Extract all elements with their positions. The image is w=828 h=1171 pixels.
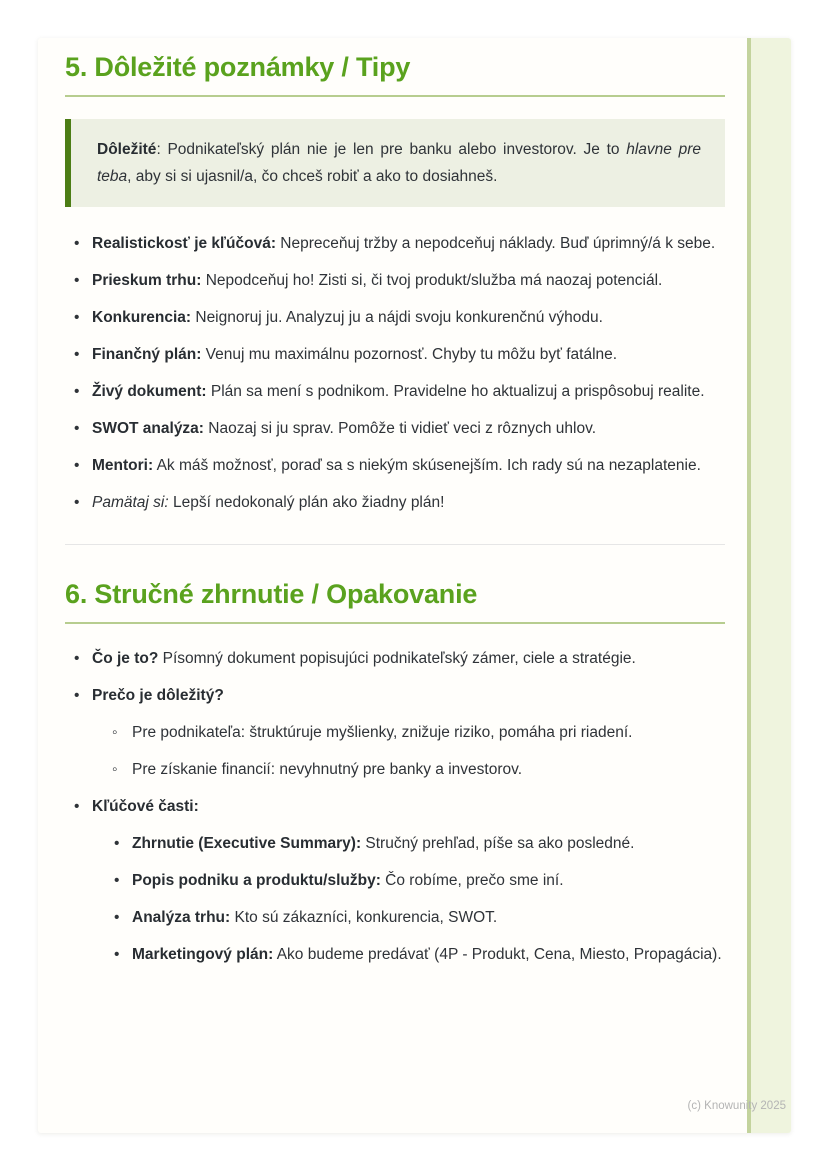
bullet-text: Plán sa mení s podnikom. Pravidelne ho aktualizuj a prispôsobuj realite. <box>206 383 705 400</box>
bullet-text: Stručný prehľad, píše sa ako posledné. <box>361 835 635 852</box>
list-item <box>65 490 725 516</box>
list-item <box>65 794 725 968</box>
bullet-text: Písomný dokument popisujúci podnikateľský zámer, ciele a stratégie. <box>158 650 636 667</box>
sub-list-item <box>105 942 725 968</box>
bullet-lead: Mentori: <box>92 457 154 474</box>
section-6-title: 6. Stručné zhrnutie / Opakovanie <box>65 579 478 609</box>
tips-list <box>65 231 725 516</box>
bullet-text: Neignoruj ju. Analyzuj ju a nájdi svoju konkurenčnú výhodu. <box>191 309 603 326</box>
bullet-text: Nepodceňuj ho! Zisti si, či tvoj produkt/služba má naozaj potenciál. <box>201 272 663 289</box>
list-item <box>65 683 725 783</box>
callout-italic-phrase: hlavne pre teba <box>97 141 701 185</box>
bullet-lead: SWOT analýza: <box>92 420 204 437</box>
section-6 <box>65 579 725 968</box>
bullet-text: Naozaj si ju sprav. Pomôže ti vidieť veci z rôznych uhlov. <box>203 420 597 437</box>
section-5 <box>65 52 725 516</box>
section-5-title-rule <box>65 95 725 97</box>
bullet-text: Ak máš možnosť, poraď sa s niekým skúsenejším. Ich rady sú na nezaplatenie. <box>153 457 701 474</box>
sub-list-item <box>105 868 725 894</box>
sub-list-item: ◦ Pre získanie financií: nevyhnutný pre banky a investorov. <box>105 757 725 783</box>
callout-text-part: , aby si si ujasnil/a, čo chceš robiť a ako to dosiahneš. <box>127 168 498 185</box>
bullet-lead: Prečo je dôležitý? <box>92 687 224 704</box>
bullet-text: Ako budeme predávať (4P - Produkt, Cena, Miesto, Propagácia). <box>273 946 722 963</box>
bullet-text: Kto sú zákazníci, konkurencia, SWOT. <box>230 909 498 926</box>
document-page <box>38 38 791 1133</box>
bullet-lead: Analýza trhu: <box>132 909 231 926</box>
copyright-watermark: (c) Knowunity 2025 <box>687 1100 786 1112</box>
important-callout <box>65 119 725 207</box>
callout-text <box>97 136 701 190</box>
bullet-lead-italic: Pamätaj si: <box>92 494 169 511</box>
bullet-text: Čo robíme, prečo sme iní. <box>380 872 564 889</box>
callout-lead: Dôležité <box>97 141 157 158</box>
section-5-title: 5. Dôležité poznámky / Tipy <box>65 52 411 82</box>
list-item <box>65 416 725 442</box>
list-item <box>65 231 725 257</box>
bullet-lead: Popis podniku a produktu/služby: <box>132 872 381 889</box>
bullet-lead: Finančný plán: <box>92 346 202 363</box>
sub-list-item <box>105 831 725 857</box>
callout-text-part: : Podnikateľský plán nie je len pre banku alebo investorov. Je to <box>156 141 627 158</box>
key-parts-sub-list <box>105 831 725 968</box>
list-item <box>65 342 725 368</box>
section-6-title-rule <box>65 622 725 624</box>
bullet-lead: Kľúčové časti: <box>92 798 199 815</box>
sub-list-item: ◦ Pre podnikateľa: štruktúruje myšlienky, znižuje riziko, pomáha pri riadení. <box>105 720 725 746</box>
bullet-text: Venuj mu maximálnu pozornosť. Chyby tu môžu byť fatálne. <box>201 346 618 363</box>
bullet-lead: Realistickosť je kľúčová: <box>92 235 276 252</box>
section-divider <box>65 544 725 545</box>
summary-list <box>65 646 725 968</box>
sub-list-item <box>105 905 725 931</box>
why-sub-list <box>105 720 725 783</box>
bullet-lead: Živý dokument: <box>92 383 207 400</box>
document-content <box>38 38 791 979</box>
bullet-lead: Prieskum trhu: <box>92 272 202 289</box>
bullet-text: Lepší nedokonalý plán ako žiadny plán! <box>168 494 445 511</box>
list-item <box>65 379 725 405</box>
list-item <box>65 268 725 294</box>
list-item <box>65 453 725 479</box>
bullet-lead: Zhrnutie (Executive Summary): <box>132 835 362 852</box>
list-item <box>65 305 725 331</box>
bullet-text: Nepreceňuj tržby a nepodceňuj náklady. Buď úprimný/á k sebe. <box>275 235 716 252</box>
bullet-lead: Čo je to? <box>92 650 159 667</box>
list-item <box>65 646 725 672</box>
bullet-lead: Konkurencia: <box>92 309 192 326</box>
bullet-lead: Marketingový plán: <box>132 946 274 963</box>
